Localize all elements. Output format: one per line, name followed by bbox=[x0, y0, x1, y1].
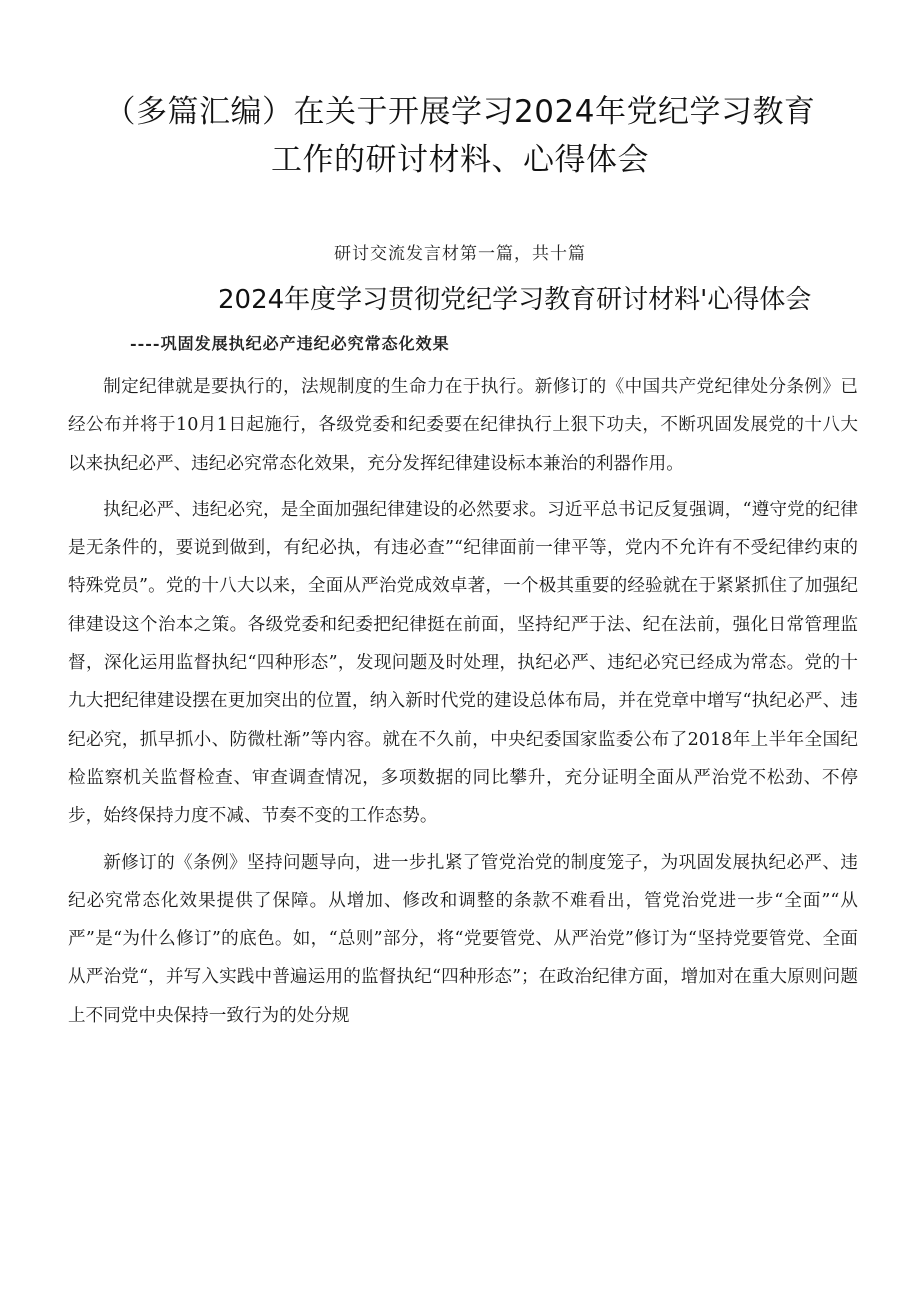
body-paragraph: 执纪必严、违纪必究，是全面加强纪律建设的必然要求。习近平总书记反复强调，“遵守党的纪律是无条件的，要说到做到，有纪必执，有违必查”“纪律面前一律平等，党内不允许有不受纪律约束的特殊党员”。党的十八大以来，全面从严治党成效卓著，一个极其重要的经验就在于紧紧抓住了加强纪律建设这个治本之策。各级党委和纪委把纪律挺在前面，坚持纪严于法、纪在法前，强化日常管理监督，深化运用监督执纪“四种形态”，发现问题及时处理，执纪必严、违纪必究已经成为常态。党的十九大把纪律建设摆在更加突出的位置，纳入新时代党的建设总体布局，并在党章中增写“执纪必严、违纪必究，抓早抓小、防微杜渐”等内容。就在不久前，中央纪委国家监委公布了2018年上半年全国纪检监察机关监督检查、审查调查情况，多项数据的同比攀升，充分证明全面从严治党不松劲、不停步，始终保持力度不减、节奏不变的工作态势。 bbox=[68, 499, 858, 827]
body-paragraph: 制定纪律就是要执行的，法规制度的生命力在于执行。新修订的《中国共产党纪律处分条例》已经公布并将于10月1日起施行，各级党委和纪委要在纪律执行上狠下功夫，不断巩固发展党的十八大以来执纪必严、违纪必究常态化效果，充分发挥纪律建设标本兼治的利器作用。 bbox=[68, 377, 858, 474]
section-meta-line: 研讨交流发言材第一篇，共十篇 bbox=[334, 244, 586, 264]
section-subtitle: 2024年度学习贯彻党纪学习教育研讨材料'心得体会 bbox=[218, 285, 812, 315]
body-text bbox=[68, 368, 858, 1043]
document-title: （多篇汇编）在关于开展学习2024年党纪学习教育工作的研讨材料、心得体会 bbox=[104, 94, 816, 178]
section-tagline: ----巩固发展执纪必产违纪必究常态化效果 bbox=[130, 334, 450, 353]
body-paragraph: 新修订的《条例》坚持问题导向，进一步扎紧了管党治党的制度笼子，为巩固发展执纪必严、违纪必究常态化效果提供了保障。从增加、修改和调整的条款不难看出，管党治党进一步“全面”“从严”是“为什么修订”的底色。如，“总则”部分，将“党要管党、从严治党”修订为“坚持党要管党、全面从严治党“，并写入实践中普遍运用的监督执纪“四种形态”；在政治纪律方面，增加对在重大原则问题上不同党中央保持一致行为的处分规 bbox=[68, 852, 858, 1026]
